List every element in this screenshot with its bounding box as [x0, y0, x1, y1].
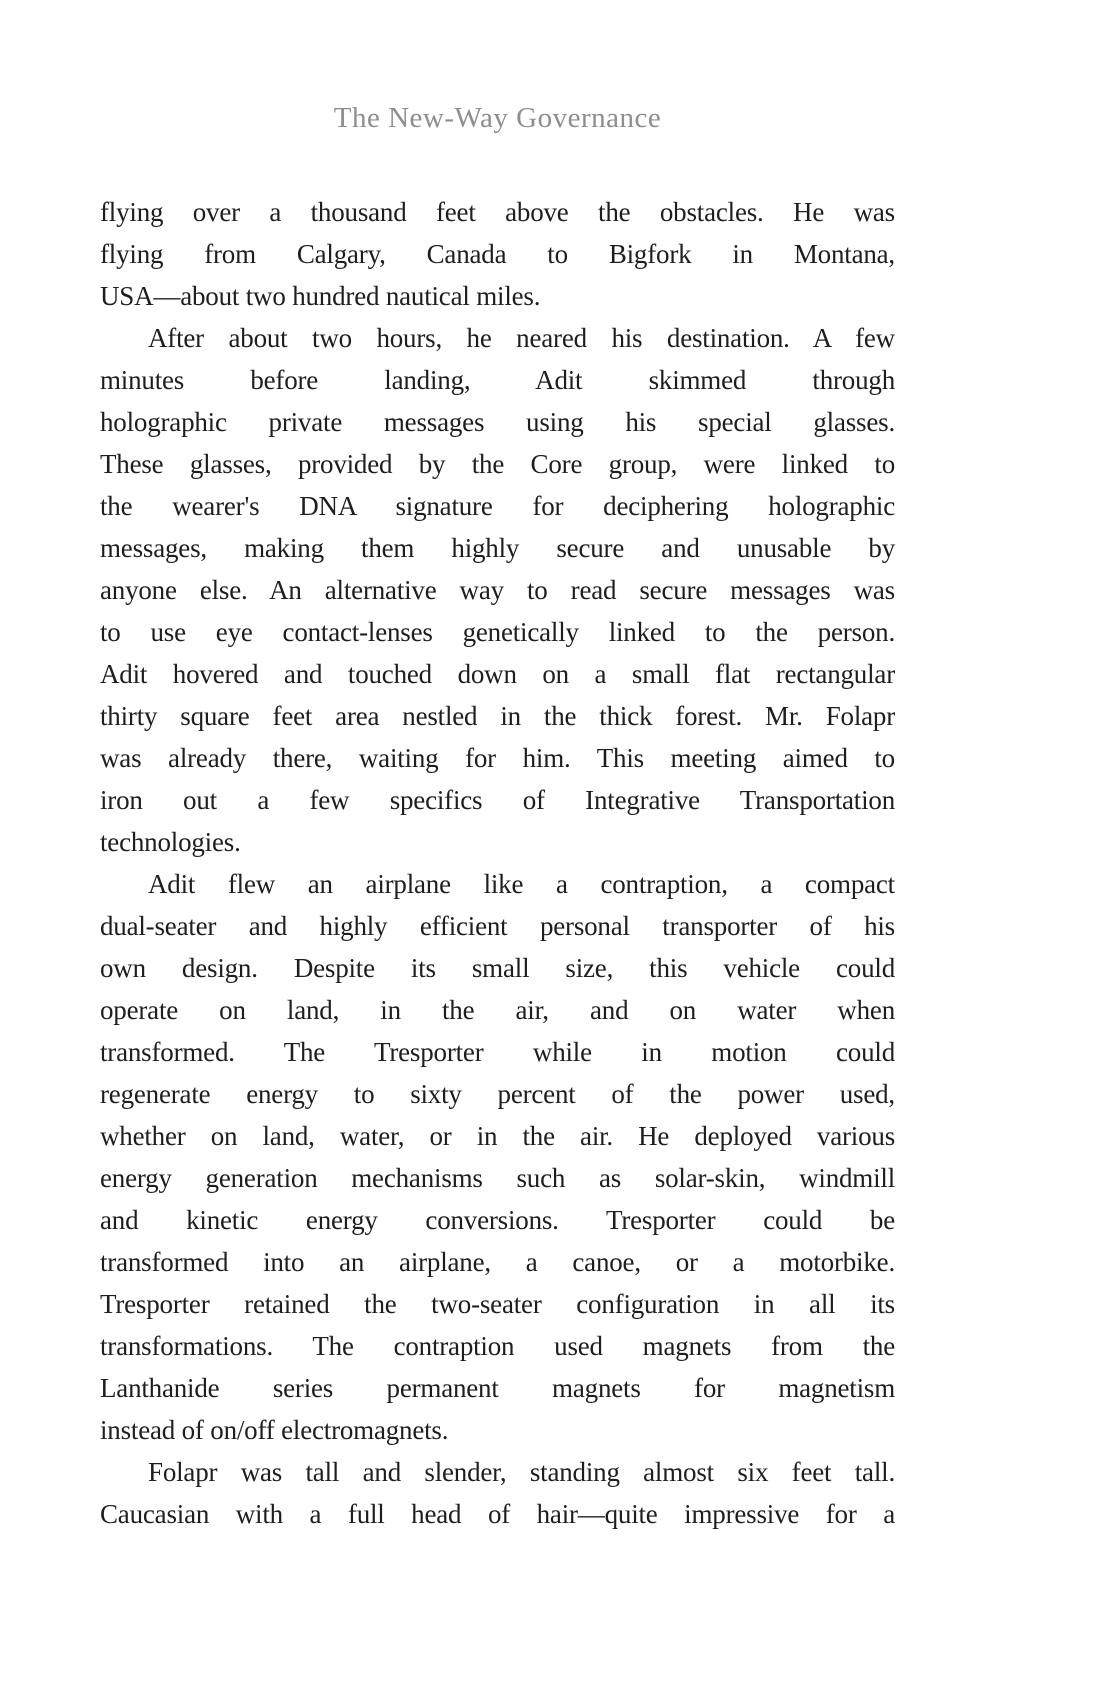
- text-line: regenerate energy to sixty percent of the power used,: [100, 1079, 895, 1109]
- text-line: flying over a thousand feet above the obstacles. He was: [100, 197, 895, 227]
- text-line: Caucasian with a full head of hair—quite impressive for a: [100, 1499, 895, 1529]
- text-line: dual-seater and highly efficient personal transporter of his: [100, 911, 895, 941]
- text-line: the wearer's DNA signature for deciphering holographic: [100, 491, 895, 521]
- text-line: minutes before landing, Adit skimmed through: [100, 365, 895, 395]
- text-line: operate on land, in the air, and on water when: [100, 995, 895, 1025]
- paragraph: [100, 317, 895, 863]
- paragraph: [100, 863, 895, 1451]
- text-line: After about two hours, he neared his destination. A few: [148, 323, 895, 353]
- running-header: The New-Way Governance: [333, 102, 662, 134]
- text-line: Adit flew an airplane like a contraption, a compact: [148, 869, 895, 899]
- text-line: Adit hovered and touched down on a small flat rectangular: [100, 659, 895, 689]
- text-line: energy generation mechanisms such as solar-skin, windmill: [100, 1163, 895, 1193]
- text-line: thirty square feet area nestled in the thick forest. Mr. Folapr: [100, 701, 895, 731]
- text-line: These glasses, provided by the Core group, were linked to: [100, 449, 895, 479]
- text-line: messages, making them highly secure and unusable by: [100, 533, 895, 563]
- text-line: flying from Calgary, Canada to Bigfork in Montana,: [100, 239, 895, 269]
- text-line: was already there, waiting for him. This meeting aimed to: [100, 743, 895, 773]
- paragraph: [100, 191, 895, 317]
- text-line: instead of on/off electromagnets.: [100, 1415, 449, 1445]
- paragraph: [100, 1451, 895, 1535]
- text-line: Folapr was tall and slender, standing almost six feet tall.: [148, 1457, 895, 1487]
- text-line: Lanthanide series permanent magnets for magnetism: [100, 1373, 895, 1403]
- text-line: transformations. The contraption used magnets from the: [100, 1331, 895, 1361]
- text-line: USA—about two hundred nautical miles.: [100, 281, 541, 311]
- text-line: anyone else. An alternative way to read secure messages was: [100, 575, 895, 605]
- page-body: [100, 191, 895, 1535]
- text-line: whether on land, water, or in the air. He deployed various: [100, 1121, 895, 1151]
- text-line: holographic private messages using his special glasses.: [100, 407, 895, 437]
- text-line: and kinetic energy conversions. Tresporter could be: [100, 1205, 895, 1235]
- text-line: technologies.: [100, 827, 241, 857]
- text-line: transformed. The Tresporter while in motion could: [100, 1037, 895, 1067]
- text-line: transformed into an airplane, a canoe, or a motorbike.: [100, 1247, 895, 1277]
- text-line: Tresporter retained the two-seater configuration in all its: [100, 1289, 895, 1319]
- text-line: own design. Despite its small size, this vehicle could: [100, 953, 895, 983]
- text-line: iron out a few specifics of Integrative Transportation: [100, 785, 895, 815]
- text-line: to use eye contact-lenses genetically linked to the person.: [100, 617, 895, 647]
